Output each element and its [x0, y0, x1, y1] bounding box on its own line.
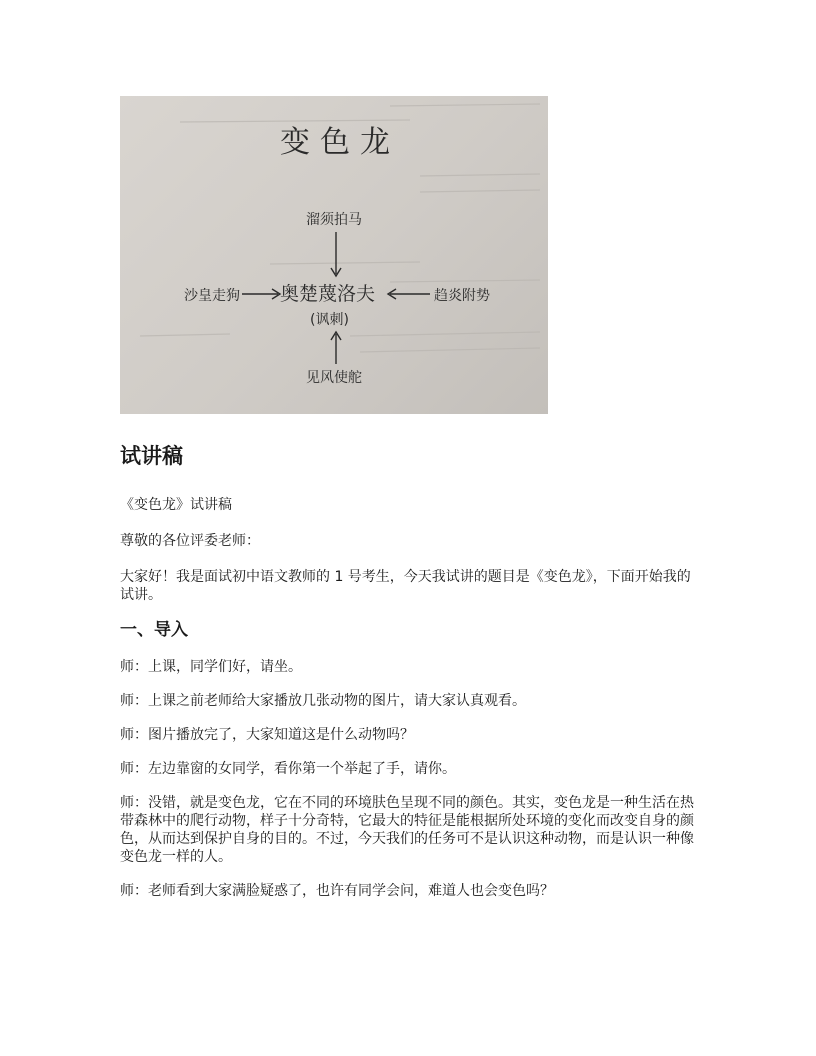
mind-map-sketch — [120, 96, 548, 414]
greeting-line: 尊敬的各位评委老师： — [120, 533, 260, 549]
dialog-line: 师：没错，就是变色龙，它在不同的环境肤色呈现不同的颜色。其实，变色龙是一种生活在热带森林中的爬行动物，样子十分奇特，它最大的特征是能根据所处环境的变化而改变自身的颜色，从而达到保护自身的目的。不过，今天我们的任务可不是认识这种动物，而是认识一种像变色龙一样的人。 — [120, 795, 694, 865]
diagram-photo — [120, 96, 548, 414]
section-heading: 一、导入 — [120, 620, 188, 640]
dialog-line: 师：上课之前老师给大家播放几张动物的图片，请大家认真观看。 — [120, 693, 526, 709]
sketch-right-label: 趋炎附势 — [434, 288, 490, 304]
intro-paragraph: 大家好！我是面试初中语文教师的 1 号考生，今天我试讲的题目是《变色龙》，下面开始我的试讲。 — [120, 569, 691, 603]
page-heading: 试讲稿 — [120, 444, 183, 468]
sketch-center-label: 奥楚蔑洛夫 — [280, 283, 376, 305]
sketch-bottom-label: 见风使舵 — [306, 370, 362, 386]
dialog-line: 师：老师看到大家满脸疑惑了，也许有同学会问，难道人也会变色吗？ — [120, 883, 554, 899]
sketch-top-label: 溜须拍马 — [306, 212, 362, 228]
dialog-line: 师：图片播放完了，大家知道这是什么动物吗？ — [120, 727, 414, 743]
sketch-center-sub: (讽刺) — [310, 312, 349, 328]
dialog-line: 师：上课，同学们好，请坐。 — [120, 659, 302, 675]
document-body — [120, 438, 700, 900]
dialog-line: 师：左边靠窗的女同学，看你第一个举起了手，请你。 — [120, 761, 456, 777]
sketch-title: 变色龙 — [280, 125, 400, 160]
doc-title-line: 《变色龙》试讲稿 — [120, 497, 232, 513]
sketch-left-label: 沙皇走狗 — [184, 288, 240, 304]
